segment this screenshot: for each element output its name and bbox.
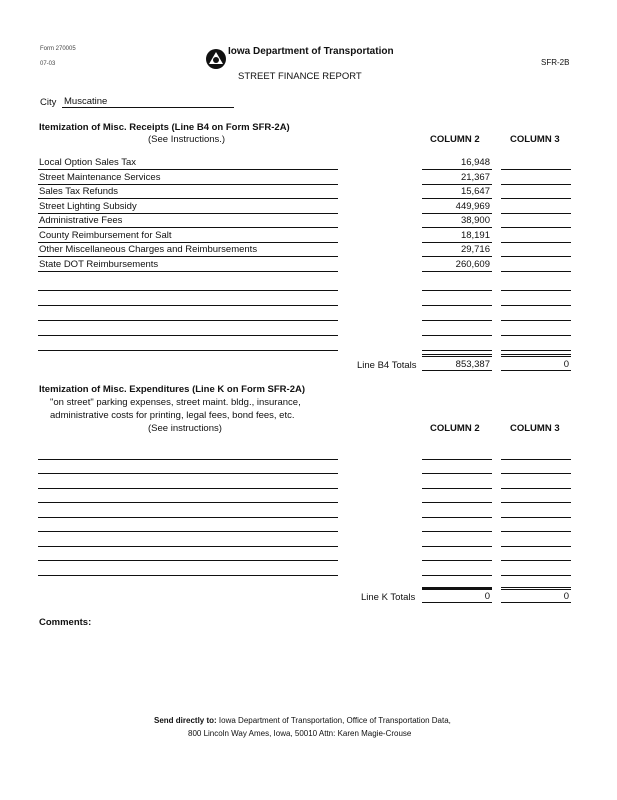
form-number: Form 270005	[40, 46, 76, 52]
expenditures-description-2: administrative costs for printing, legal fees, bond fees, etc.	[50, 410, 295, 421]
form-date: 07-03	[40, 61, 56, 67]
receipt-column-2-field[interactable]	[422, 305, 492, 306]
receipt-item-label: Local Option Sales Tax	[39, 157, 136, 168]
receipt-column-2-field[interactable]	[422, 256, 492, 257]
line-k-totals-label: Line K Totals	[361, 592, 416, 603]
receipt-row-line	[38, 290, 338, 291]
expenditure-row-line[interactable]	[38, 517, 338, 518]
receipt-item-label: Sales Tax Refunds	[39, 186, 119, 197]
receipt-item-column-2[interactable]: 260,609	[455, 259, 490, 270]
form-id: SFR-2B	[541, 58, 570, 67]
receipt-column-3-field[interactable]	[501, 169, 571, 170]
receipt-column-3-field[interactable]	[501, 184, 571, 185]
expenditure-row-line[interactable]	[38, 459, 338, 460]
expenditure-column-3-field[interactable]	[501, 575, 571, 576]
comments-label: Comments:	[39, 617, 92, 628]
report-title: STREET FINANCE REPORT	[238, 71, 362, 82]
city-underline	[62, 107, 234, 108]
expenditure-row-line[interactable]	[38, 531, 338, 532]
expenditure-row-line[interactable]	[38, 488, 338, 489]
expenditure-row-line[interactable]	[38, 546, 338, 547]
expenditures-heading: Itemization of Misc. Expenditures (Line K on Form SFR-2A)	[39, 384, 306, 395]
receipt-column-3-field[interactable]	[501, 198, 571, 199]
receipt-item-label: County Reimbursement for Salt	[39, 230, 172, 241]
expenditures-description-1: "on street" parking expenses, street maint. bldg., insurance,	[50, 397, 301, 408]
expenditure-column-3-field[interactable]	[501, 517, 571, 518]
receipt-column-3-field[interactable]	[501, 256, 571, 257]
expenditure-column-2-field[interactable]	[422, 502, 492, 503]
receipt-row-line	[38, 213, 338, 214]
send-directly-label: Send directly to:	[154, 716, 217, 725]
expenditure-row-line[interactable]	[38, 560, 338, 561]
city-label: City	[40, 97, 57, 108]
receipt-row-line	[38, 271, 338, 272]
expenditure-column-3-field[interactable]	[501, 560, 571, 561]
expenditure-column-3-field[interactable]	[501, 488, 571, 489]
receipt-column-3-field[interactable]	[501, 305, 571, 306]
line-b4-totals-label: Line B4 Totals	[357, 360, 417, 371]
expenditure-column-2-field[interactable]	[422, 488, 492, 489]
receipt-item-label: Other Miscellaneous Charges and Reimbursements	[39, 244, 258, 255]
receipt-column-3-field[interactable]	[501, 320, 571, 321]
receipt-column-2-field[interactable]	[422, 184, 492, 185]
expenditure-column-2-field[interactable]	[422, 575, 492, 576]
receipt-item-label: Street Lighting Subsidy	[39, 201, 137, 212]
expenditure-row-line[interactable]	[38, 473, 338, 474]
receipt-item-column-2[interactable]: 18,191	[460, 230, 490, 241]
receipt-row-line	[38, 335, 338, 336]
receipt-column-2-field[interactable]	[422, 271, 492, 272]
expenditures-subheading: (See instructions)	[148, 423, 222, 434]
receipt-column-2-field[interactable]	[422, 213, 492, 214]
receipt-item-label: Street Maintenance Services	[39, 172, 161, 183]
expenditures-column-3-header: COLUMN 3	[510, 423, 560, 434]
receipt-column-2-field[interactable]	[422, 335, 492, 336]
receipt-column-2-field[interactable]	[422, 169, 492, 170]
receipts-column-2-header: COLUMN 2	[430, 134, 480, 145]
receipt-item-column-2[interactable]: 15,647	[460, 186, 490, 197]
expenditures-column-2-header: COLUMN 2	[430, 423, 480, 434]
expenditure-column-2-field[interactable]	[422, 531, 492, 532]
receipt-row-line	[38, 256, 338, 257]
expenditure-column-2-field[interactable]	[422, 517, 492, 518]
expenditure-column-2-field[interactable]	[422, 473, 492, 474]
receipt-item-column-2[interactable]: 29,716	[460, 244, 490, 255]
expenditure-column-3-field[interactable]	[501, 502, 571, 503]
receipt-row-line	[38, 242, 338, 243]
expenditure-row-line[interactable]	[38, 575, 338, 576]
receipt-column-2-field[interactable]	[422, 350, 492, 351]
receipt-row-line	[38, 198, 338, 199]
receipt-row-line	[38, 227, 338, 228]
receipt-item-column-2[interactable]: 16,948	[460, 157, 490, 168]
receipts-heading: Itemization of Misc. Receipts (Line B4 on Form SFR-2A)	[39, 122, 290, 133]
receipt-column-3-field[interactable]	[501, 213, 571, 214]
agency-name: Iowa Department of Transportation	[228, 46, 394, 57]
footer-address-1: Iowa Department of Transportation, Office of Transportation Data,	[218, 716, 451, 725]
receipt-column-2-field[interactable]	[422, 290, 492, 291]
line-k-total-column-3: 0	[563, 591, 569, 602]
receipt-item-column-2[interactable]: 38,900	[460, 215, 490, 226]
receipt-column-3-field[interactable]	[501, 227, 571, 228]
expenditure-row-line[interactable]	[38, 502, 338, 503]
receipt-column-3-field[interactable]	[501, 271, 571, 272]
footer-line-2: 800 Lincoln Way Ames, Iowa, 50010 Attn: Karen Magie-Crouse	[188, 729, 412, 738]
receipts-subheading: (See Instructions.)	[148, 134, 226, 145]
receipt-row-line	[38, 350, 338, 351]
expenditure-column-2-field[interactable]	[422, 459, 492, 460]
line-b4-total-column-2: 853,387	[455, 359, 490, 370]
line-k-total-column-2: 0	[484, 591, 490, 602]
receipt-row-line	[38, 184, 338, 185]
expenditure-column-2-field[interactable]	[422, 546, 492, 547]
receipt-item-label: State DOT Reimbursements	[39, 259, 159, 270]
expenditure-column-3-field[interactable]	[501, 473, 571, 474]
expenditure-column-3-field[interactable]	[501, 531, 571, 532]
line-b4-total-column-3: 0	[563, 359, 569, 370]
receipt-column-2-field[interactable]	[422, 227, 492, 228]
receipt-row-line	[38, 169, 338, 170]
receipt-column-3-field[interactable]	[501, 242, 571, 243]
expenditure-column-3-field[interactable]	[501, 546, 571, 547]
receipt-column-3-field[interactable]	[501, 350, 571, 351]
iowa-dot-logo-icon	[205, 48, 227, 70]
receipt-row-line	[38, 320, 338, 321]
receipt-item-column-2[interactable]: 21,367	[460, 172, 490, 183]
receipt-item-label: Administrative Fees	[39, 215, 123, 226]
receipt-column-3-field[interactable]	[501, 335, 571, 336]
city-value[interactable]: Muscatine	[64, 96, 108, 107]
receipt-column-2-field[interactable]	[422, 242, 492, 243]
expenditure-column-2-field[interactable]	[422, 560, 492, 561]
receipts-column-3-header: COLUMN 3	[510, 134, 560, 145]
receipt-column-2-field[interactable]	[422, 320, 492, 321]
receipt-row-line	[38, 305, 338, 306]
receipt-column-3-field[interactable]	[501, 290, 571, 291]
footer-line-1	[154, 716, 451, 725]
expenditure-column-3-field[interactable]	[501, 459, 571, 460]
receipt-item-column-2[interactable]: 449,969	[455, 201, 490, 212]
receipt-column-2-field[interactable]	[422, 198, 492, 199]
